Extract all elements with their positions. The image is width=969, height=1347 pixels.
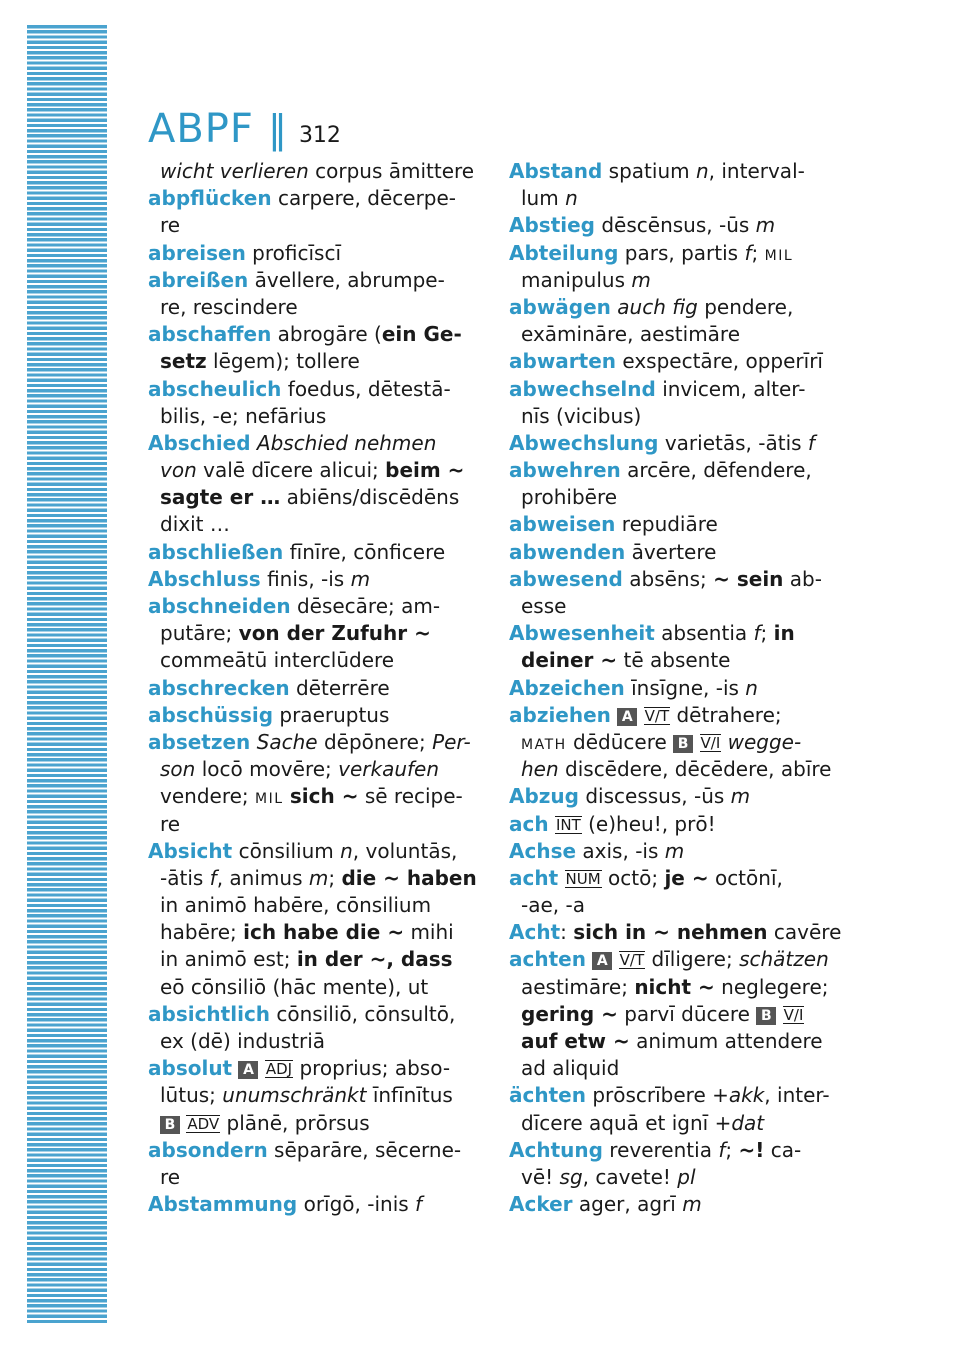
headword: acht <box>509 865 559 890</box>
entry-line: abscheulich foedus, dētestā- <box>148 376 451 401</box>
entry-line: abwenden āvertere <box>509 539 717 564</box>
entry-line: in animō habēre, cōnsilium <box>160 893 432 918</box>
entry-line: ad aliquid <box>521 1056 620 1081</box>
headword: Abteilung <box>509 240 619 265</box>
entry-line: eō cōnsiliō (hāc mente), ut <box>160 974 429 999</box>
headword: abschrecken <box>148 675 290 700</box>
entry-line: abwechselnd invicem, alter- <box>509 376 806 401</box>
entry-line: Abwechslung varietās, -ātis f <box>509 430 815 455</box>
pos-label: V/T <box>644 706 670 725</box>
entry-line: gering ~ parvī dūcere B V/I <box>521 1001 804 1026</box>
entry-line: MATH dēdūcere B V/I wegge- <box>521 729 802 754</box>
headword: ach <box>509 811 549 836</box>
entry-line: bilis, -e; nefārius <box>160 403 327 428</box>
headword: Abwesenheit <box>509 621 655 646</box>
headword: abwehren <box>509 458 621 483</box>
entry-line: in animō est; in der ~, dass <box>160 947 453 972</box>
entry-line: vendere; MIL sich ~ sē recipe- <box>160 784 463 809</box>
entry-line: absichtlich cōnsiliō, cōnsultō, <box>148 1001 456 1026</box>
headword: absichtlich <box>148 1001 271 1026</box>
sense-badge: A <box>238 1061 258 1079</box>
entry-line: re <box>160 1164 181 1189</box>
entry-line: re, rescindere <box>160 294 298 319</box>
entry-line: wicht verlieren corpus āmittere <box>160 159 475 183</box>
entry-line: von valē dīcere alicui; beim ~ <box>160 458 465 483</box>
pos-label: ADV <box>187 1114 220 1133</box>
headword: Abstand <box>509 159 603 183</box>
entry-line: re <box>160 213 181 238</box>
headword: abwarten <box>509 349 617 374</box>
pos-label: ADJ <box>265 1060 293 1079</box>
entry-line: exāmināre, aestimāre <box>521 322 741 347</box>
headword: Acker <box>509 1192 573 1217</box>
entry-line: abschüssig praeruptus <box>148 702 390 727</box>
headword: Abschluss <box>148 566 261 591</box>
headword: achten <box>509 947 586 972</box>
headword: Abwechslung <box>509 430 659 455</box>
entry-line: re <box>160 811 181 836</box>
entry-line: Abstieg dēscēnsus, -ūs m <box>509 213 776 238</box>
entry-line: abreisen proficīscī <box>148 240 342 265</box>
entry-line: abwehren arcēre, dēfendere, <box>509 458 812 483</box>
headword: Abzeichen <box>509 675 625 700</box>
entry-line: Abstand spatium n, interval- <box>509 159 805 183</box>
sense-badge: B <box>756 1007 776 1025</box>
entry-line: acht NUM octō; je ~ octōnī, <box>509 865 783 890</box>
entry-line: Abschluss finis, -is m <box>148 566 371 591</box>
entry-line: abweisen repudiāre <box>509 512 718 537</box>
headword: absondern <box>148 1137 268 1162</box>
entry-line: abschaffen abrogāre (ein Ge- <box>148 322 462 347</box>
sense-badge: B <box>673 735 693 753</box>
entry-line: Absicht cōnsilium n, voluntās, <box>148 838 458 863</box>
entry-line: Acker ager, agrī m <box>509 1192 702 1217</box>
headword: Abstammung <box>148 1192 298 1217</box>
entry-line: sagte er … abiēns/discēdēns <box>160 485 460 510</box>
entry-line: auf etw ~ animum attendere <box>521 1029 823 1053</box>
entry-line: setz lēgem); tollere <box>160 349 360 374</box>
sense-badge: A <box>592 952 612 970</box>
entry-line: lum n <box>521 186 578 211</box>
pos-label: V/T <box>619 951 645 970</box>
entry-line: absolut A ADJ proprius; abso- <box>148 1056 451 1081</box>
page-header <box>148 106 341 156</box>
entry-line: Achse axis, -is m <box>509 838 685 863</box>
entry-line: deiner ~ tē absente <box>521 648 731 673</box>
entry-line: nīs (vicibus) <box>521 403 642 428</box>
headword: abziehen <box>509 702 611 727</box>
headword: Abzug <box>509 784 579 809</box>
entry-line: Abzug discessus, -ūs m <box>509 784 751 809</box>
entry-line: prohibēre <box>521 485 618 510</box>
entry-line: son locō movēre; verkaufen <box>160 757 440 782</box>
headword: Abstieg <box>509 213 595 238</box>
headword: Achse <box>509 838 577 863</box>
entry-line: -ātis f, animus m; die ~ haben <box>160 865 477 890</box>
entry-line: ach INT (e)heu!, prō! <box>509 811 716 836</box>
entry-line: hen discēdere, dēcēdere, abīre <box>521 757 832 782</box>
pos-label: NUM <box>565 869 601 888</box>
entry-line: abreißen āvellere, abrumpe- <box>148 267 445 292</box>
entry-line: aestimāre; nicht ~ neglegere; <box>521 974 829 999</box>
headword: ächten <box>509 1083 586 1108</box>
entry-line: abwesend absēns; ~ sein ab- <box>509 566 822 591</box>
left-column <box>148 158 478 1218</box>
headword: abwechselnd <box>509 376 656 401</box>
entry-line: esse <box>521 594 567 618</box>
pos-label: INT <box>555 815 581 834</box>
pos-label: V/I <box>783 1005 804 1024</box>
headword: abscheulich <box>148 376 282 401</box>
headword: abreißen <box>148 267 249 292</box>
entry-line: manipulus m <box>521 267 651 292</box>
headword: abpflücken <box>148 186 272 211</box>
entry-line: abpflücken carpere, dēcerpe- <box>148 186 457 211</box>
headword: abwenden <box>509 539 626 564</box>
headword: abschneiden <box>148 594 291 618</box>
headword: abreisen <box>148 240 246 265</box>
entry-line: B ADV plānē, prōrsus <box>148 1110 478 1137</box>
entry-line: abschrecken dēterrēre <box>148 675 390 700</box>
headword: Abschied <box>148 430 251 455</box>
entry-line: lūtus; unumschränkt īnfīnītus <box>160 1083 453 1108</box>
decorative-stripe-band <box>27 25 107 1325</box>
header-separator: ‖ <box>267 107 287 151</box>
entry-line: abschließen fīnīre, cōnficere <box>148 539 446 564</box>
headword: Achtung <box>509 1137 603 1162</box>
right-column <box>509 158 842 1218</box>
entry-line: abwarten exspectāre, opperīrī <box>509 349 823 374</box>
headword: abwägen <box>509 294 611 319</box>
entry-line: Acht: sich in ~ nehmen cavēre <box>509 920 842 945</box>
sense-badge: A <box>617 708 637 726</box>
entry-line: -ae, -a <box>521 893 585 918</box>
entry-line: Abzeichen īnsīgne, -is n <box>509 675 758 700</box>
sense-badge: B <box>160 1116 180 1134</box>
entry-line: abwägen auch fig pendere, <box>509 294 794 319</box>
entry-line: Abstammung orīgō, -inis f <box>148 1192 423 1217</box>
headword: absetzen <box>148 729 251 754</box>
entry-line: Abwesenheit absentia f; in <box>509 621 795 646</box>
entry-line: Achtung reverentia f; ~! ca- <box>509 1137 802 1162</box>
entry-line: Abteilung pars, partis f; MIL <box>509 240 794 265</box>
entry-line: ächten prōscrībere +akk, inter- <box>509 1083 830 1108</box>
entry-line: commeātū interclūdere <box>160 648 395 673</box>
headword: abschüssig <box>148 702 274 727</box>
headword: abschaffen <box>148 322 272 347</box>
entry-line: vē! sg, cavete! pl <box>521 1164 696 1189</box>
entry-line: abschneiden dēsecāre; am- <box>148 594 441 618</box>
entry-line: dixit … <box>160 512 230 537</box>
entry-line: ex (dē) industriā <box>160 1029 326 1053</box>
entry-line: Abschied Abschied nehmen <box>148 430 437 455</box>
entry-line: putāre; von der Zufuhr ~ <box>160 621 431 646</box>
page-number: 312 <box>298 123 341 148</box>
headword: absolut <box>148 1056 233 1081</box>
entry-line: habēre; ich habe die ~ mihi <box>160 920 454 945</box>
pos-label: V/I <box>700 733 721 752</box>
headword: abweisen <box>509 512 616 537</box>
headword: abschließen <box>148 539 284 564</box>
headword: abwesend <box>509 566 623 591</box>
entry-line: dīcere aquā et ignī +dat <box>521 1110 765 1135</box>
entry-line: absetzen Sache dēpōnere; Per- <box>148 729 471 754</box>
entry-line: abziehen A V/T dētrahere; <box>509 702 782 727</box>
entry-line: achten A V/T dīligere; schätzen <box>509 947 829 972</box>
entry-line: absondern sēparāre, sēcerne- <box>148 1137 462 1162</box>
headword: Acht <box>509 920 561 945</box>
headword: Absicht <box>148 838 233 863</box>
header-letters: ABPF <box>148 106 254 152</box>
